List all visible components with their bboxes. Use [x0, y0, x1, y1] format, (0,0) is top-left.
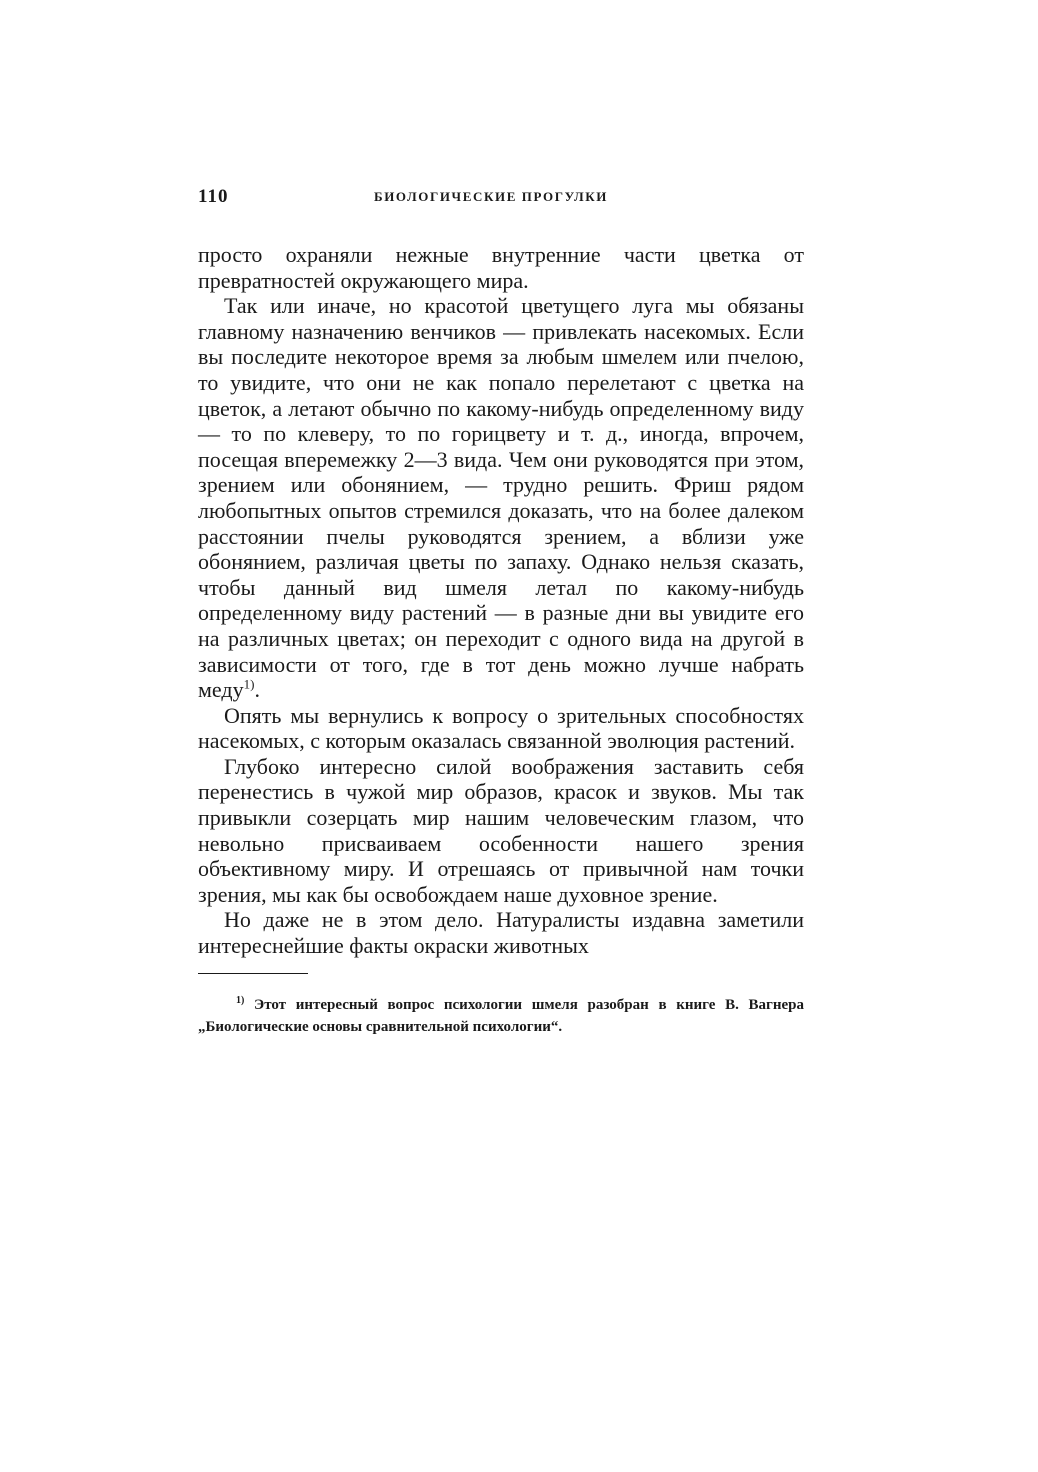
- paragraph-4: Глубоко интересно силой воображения заставить себя перенестись в чужой мир образов, красок и звуков. Мы так привыкли созерцать мир нашим человеческим глазом, что невольно присваиваем особенности нашего зрения объективному миру. И отрешаясь от привычной нам точки зрения, мы как бы освобождаем наше духовное зрение.: [198, 753, 804, 907]
- body-text: [198, 242, 804, 959]
- paragraph-3: Опять мы вернулись к вопросу о зрительных способностях насекомых, с которым оказалась связанной эволюция растений.: [198, 702, 804, 754]
- footnote-reference-marker[interactable]: 1): [243, 676, 255, 692]
- footnote-divider: [198, 973, 308, 974]
- footnote-marker: 1): [236, 994, 245, 1006]
- paragraph-2: [198, 293, 804, 703]
- paragraph-2-text: Так или иначе, но красотой цветущего луга мы обязаны главному назначению венчиков — привлекать насекомых. Если вы последите некоторое время за любым шмелем или пчелою, то увидите, что они не как попало перелетают с цветка на цветок, а летают обычно по какому-нибудь определенному виду — то по клеверу, то по горицвету и т. д., иногда, впрочем, посещая вперемежку 2—3 вида. Чем они руководятся при этом, зрением или обонянием, — трудно решить. Фриш рядом любопытных опытов стремился доказать, что на более далеком расстоянии пчелы руководятся зрением, а вблизи уже обонянием, различая цветы по запаху. Однако нельзя сказать, чтобы данный вид шмеля летал по какому-нибудь определенному виду растений — в разные дни вы увидите его на различных цветах; он переходит с одного вида на другой в зависимости от того, где в тот день можно лучше набрать меду: [198, 293, 804, 703]
- book-page: [198, 186, 804, 1206]
- footnote-text: Этот интересный вопрос психологии шмеля разобран в книге В. Вагнера „Биологические основы сравнительной психологии“.: [198, 996, 805, 1035]
- running-title: БИОЛОГИЧЕСКИЕ ПРОГУЛКИ: [374, 189, 609, 204]
- paragraph-1: просто охраняли нежные внутренние части цветка от превратностей окружающего мира.: [198, 242, 804, 293]
- footnote: [198, 994, 804, 1038]
- page-number: 110: [198, 186, 229, 207]
- paragraph-2-trailing: .: [254, 677, 260, 703]
- paragraph-5: Но даже не в этом дело. Натуралисты издавна заметили интереснейшие факты окраски животных: [198, 907, 804, 959]
- running-head: [198, 186, 804, 210]
